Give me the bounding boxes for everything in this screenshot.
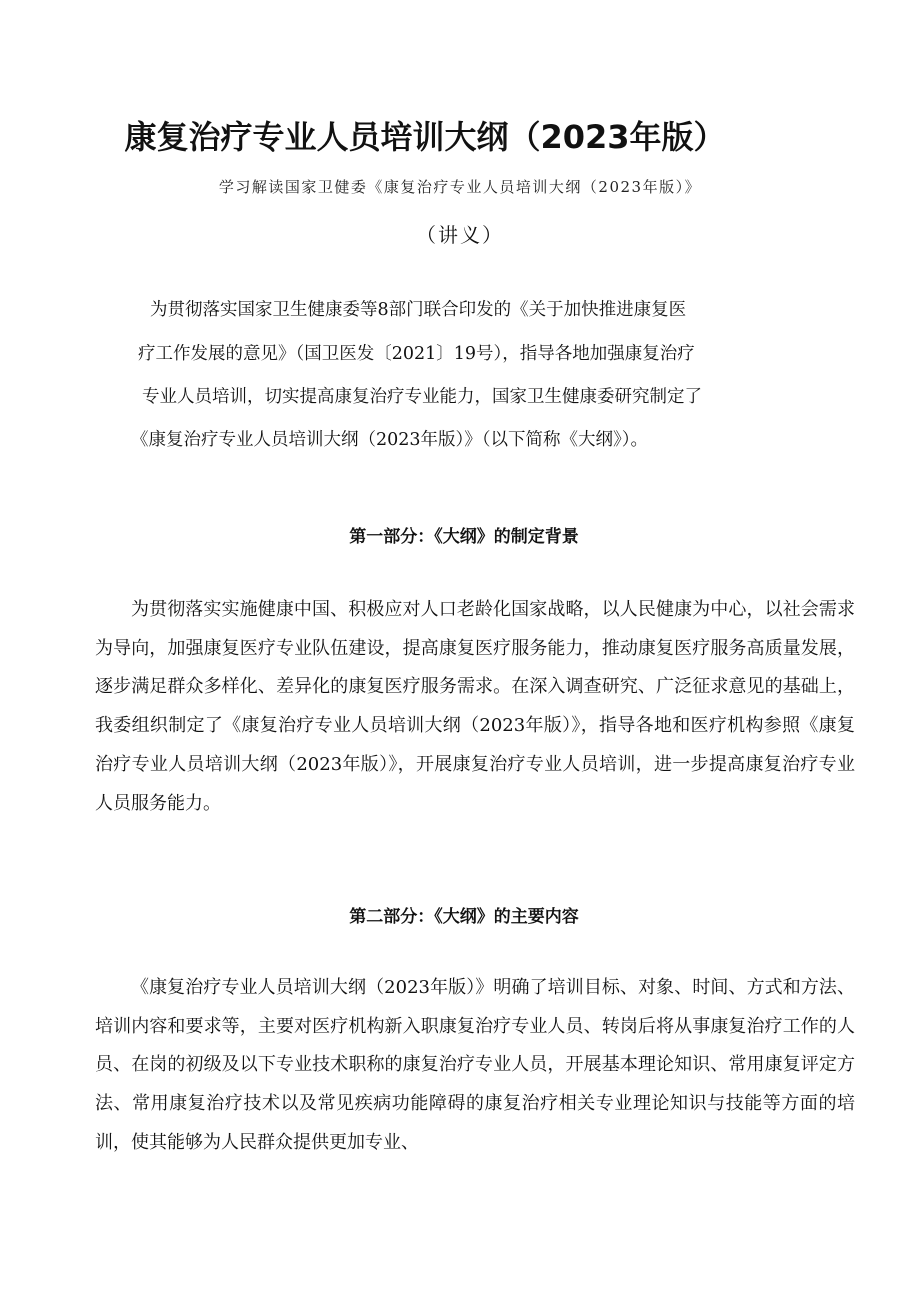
document-note: （讲义） xyxy=(416,223,504,247)
section-paragraph: 为贯彻落实实施健康中国、积极应对人口老龄化国家战略，以人民健康为中心，以社会需求为导向，加强康复医疗专业队伍建设，提高康复医疗服务能力，推动康复医疗服务高质量发展，逐步满足群众多样化、差异化的康复医疗服务需求。在深入调查研究、广泛征求意见的基础上，我委组织制定了《康复治疗专业人员培训大纲（2023年版）》，指导各地和医疗机构参照《康复治疗专业人员培训大纲（2023年版）》，开展康复治疗专业人员培训，进一步提高康复治疗专业人员服务能力。 xyxy=(95,599,855,814)
document-subtitle: 学习解读国家卫健委《康复治疗专业人员培训大纲（2023年版）》 xyxy=(218,178,702,196)
section-paragraph: 《康复治疗专业人员培训大纲（2023年版）》明确了培训目标、对象、时间、方式和方法、培训内容和要求等，主要对医疗机构新入职康复治疗专业人员、转岗后将从事康复治疗工作的人员、在岗的初级及以下专业技术职称的康复治疗专业人员，开展基本理论知识、常用康复评定方法、常用康复治疗技术以及常见疾病功能障碍的康复治疗相关专业理论知识与技能等方面的培训，使其能够为人民群众提供更加专业、 xyxy=(95,977,855,1153)
intro-line: 专业人员培训，切实提高康复治疗专业能力，国家卫生健康委研究制定了 xyxy=(142,387,702,407)
section-heading: 第二部分：《大纲》的主要内容 xyxy=(349,907,579,927)
intro-line: 为贯彻落实国家卫生健康委等8部门联合印发的《关于加快推进康复医 xyxy=(150,300,687,320)
intro-line: 《康复治疗专业人员培训大纲（2023年版）》（以下简称《大纲》）。 xyxy=(131,430,649,450)
document-title: 康复治疗专业人员培训大纲（2023年版） xyxy=(124,118,726,156)
intro-line: 疗工作发展的意见》（国卫医发〔2021〕19号），指导各地加强康复治疗 xyxy=(138,344,695,364)
section-heading: 第一部分：《大纲》的制定背景 xyxy=(349,527,579,547)
